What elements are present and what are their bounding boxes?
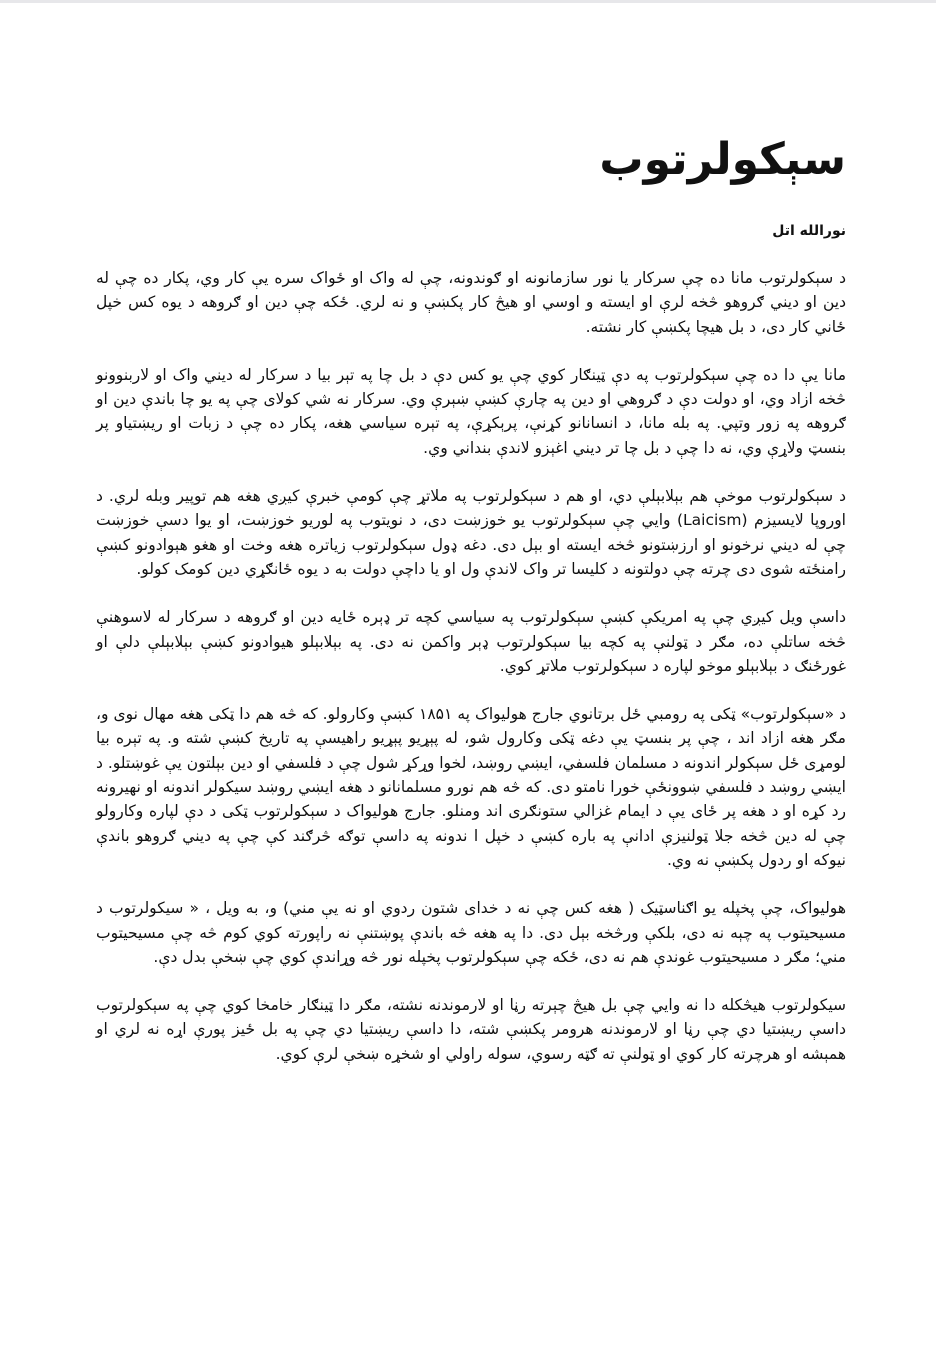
document-page [96,130,846,1066]
paragraph-6: هوليواک، چې پخپله يو اګناسټيک ( هغه کس چې نه د خدای شتون ردوي او نه يې مني) و، به ويل ، « سيکولرتوب د مسيحيتوب په چېه نه دی، بلکې ورڅخه بېل دی. دا په هغه څه باندې پوښتنې نه راپورته کوي کوم څه چې مسيحيتوب مني؛ مګر د مسيحيتوب غوندې هم نه دی، ځکه چې سېکولرتوب پخپله نور څه وړاندې کوي چې ښخې بدل دې. [96,899,846,966]
viewer-top-edge [0,0,936,3]
paragraph-1: د سېکولرتوب مانا ده چې سرکار یا نور سازمانونه او ګوندونه، چې له واک او ځواک سره یې کار وي، پکار ده چې له دين او ديني ګروهو څخه لرې او ايسته و اوسي او هيڅ کار پکښې و نه لري. ځکه چې دین او ګروهه د يوه کس خپل ځاني کار دی، د بل هيچا پکښې کار نشته. [96,269,846,336]
paragraph-3: د سېکولرتوب موخې هم بېلابېلې دي، او هم د سېکولرتوب په ملاتړ چې کومې خبرې کيږي هغه هم توپير وبله لري. د اوروپا لايسيزم (Laicism) وايي چې سېکولرتوب يو خوزښت دی، د نويتوب په لوريو خوزښت، او يوا دسې خوزښت چې له ديني نرخونو او ارزښتونو څخه ايسته او بېل دی. دغه ډول سېکولرتوب زياتره هغه وخت او هغو هېوادونو کښې رامنځته شوی دی چرته چې دولتونه د کليسا تر واک لاندې ول او يا داچې دولت به د يوه ځانګړي دين کومک کولو. [96,487,846,578]
paragraph-2: مانا يې دا ده چې سېکولرتوب په دې ټينګار کوي چې يو کس دې د بل چا په تېر بيا د سرکار له ديني واک او لاربنوونو څخه ازاد وي، او دولت دې د ګروهي او دين په چارې کښې ښېرې وي. سرکار نه شي کولای چې په يو چا باندې دين او ګروهه په زور وتپي. په بله مانا، د انسانانو کړنې، پرېکړې، په تېره سیاسي هغه، پکار ده چې د زبات او ريښتياو پر بنسټ ولاړې وي، نه دا چې د بل چا تر ديني اغېزو لاندې بنداني وي. [96,365,846,457]
paragraph-4: داسې ويل کيږي چې په امريکې کښې سېکولرتوب په سياسي کچه تر ډېره ځايه دين او ګروهه د سرکار له لاسوهنې څخه ساتلې ده، مګر د ټولنې په کچه بيا سېکولرتوب ډېر واکمن نه دی. په بېلابېلو هيوادونو کښې بېلابېلې دلې او غورځنګ د بېلابېلو موخو لپاره د سېکولرتوب ملاتړ کوي. [96,608,846,675]
document-title: سېکولرتوب [599,134,846,185]
paragraph-5: د «سېکولرتوب» ټکی په رومبي ځل برتانوي جارج هوليواک په ۱۸۵۱ کښې وکارولو. که څه هم دا ټکی هغه مهال نوی و، مګر هغه ازاد اند ، چې پر بنسټ يې دغه ټکی وکارول شو، له پېړيو پېړيو راهيسې په تاريخ کښې شته و. په تېره بيا لومړی ځل سېکولر اندونه د مسلمان فلسفي، ايښي روښد، لخوا وړکړ شول چې د فلسفي او دين بېلتون يې غوښتلو. د ايښي روښد د فلسفي ښوونځې خورا نامتو دی. که څه هم نورو مسلمانانو د هغه ايښي روښد سيکولر اندونه او نهيرونه رد کړه او د هغه پر ځای يې د ايمام غزالي ستونګری اند ومنلو. جارج هوليواک د سېکولرتوب ټکی د دې لپاره وکارولو چې له دين څخه جلا ټولنيزې ادانې په باره کښې د خپل ا ندونه په داسې توګه څرګند کې چې په ديني ګروهو باندې نيوکه او ردول پکښې نه وي. [96,705,846,869]
paragraph-7: سيکولرتوب هيڅکله دا نه وايي چې بل هيڅ چېرته رڼا او لارموندنه نشته، مګر دا ټينګار خامخا کوي چې په سېکولرتوب داسې ريښتيا دي چې رڼا او لارموندنه هرومر پکښې شته، دا داسې ريښتيا دي چې په بل ځيز پورې اړه نه لري او همېشه او هرچرته کار کوي او ټولنې ته ګټه رسوي، سوله راولي او شخړه ښخې لرې کوي. [96,996,846,1063]
author-name: نورالله اتل [772,223,846,239]
